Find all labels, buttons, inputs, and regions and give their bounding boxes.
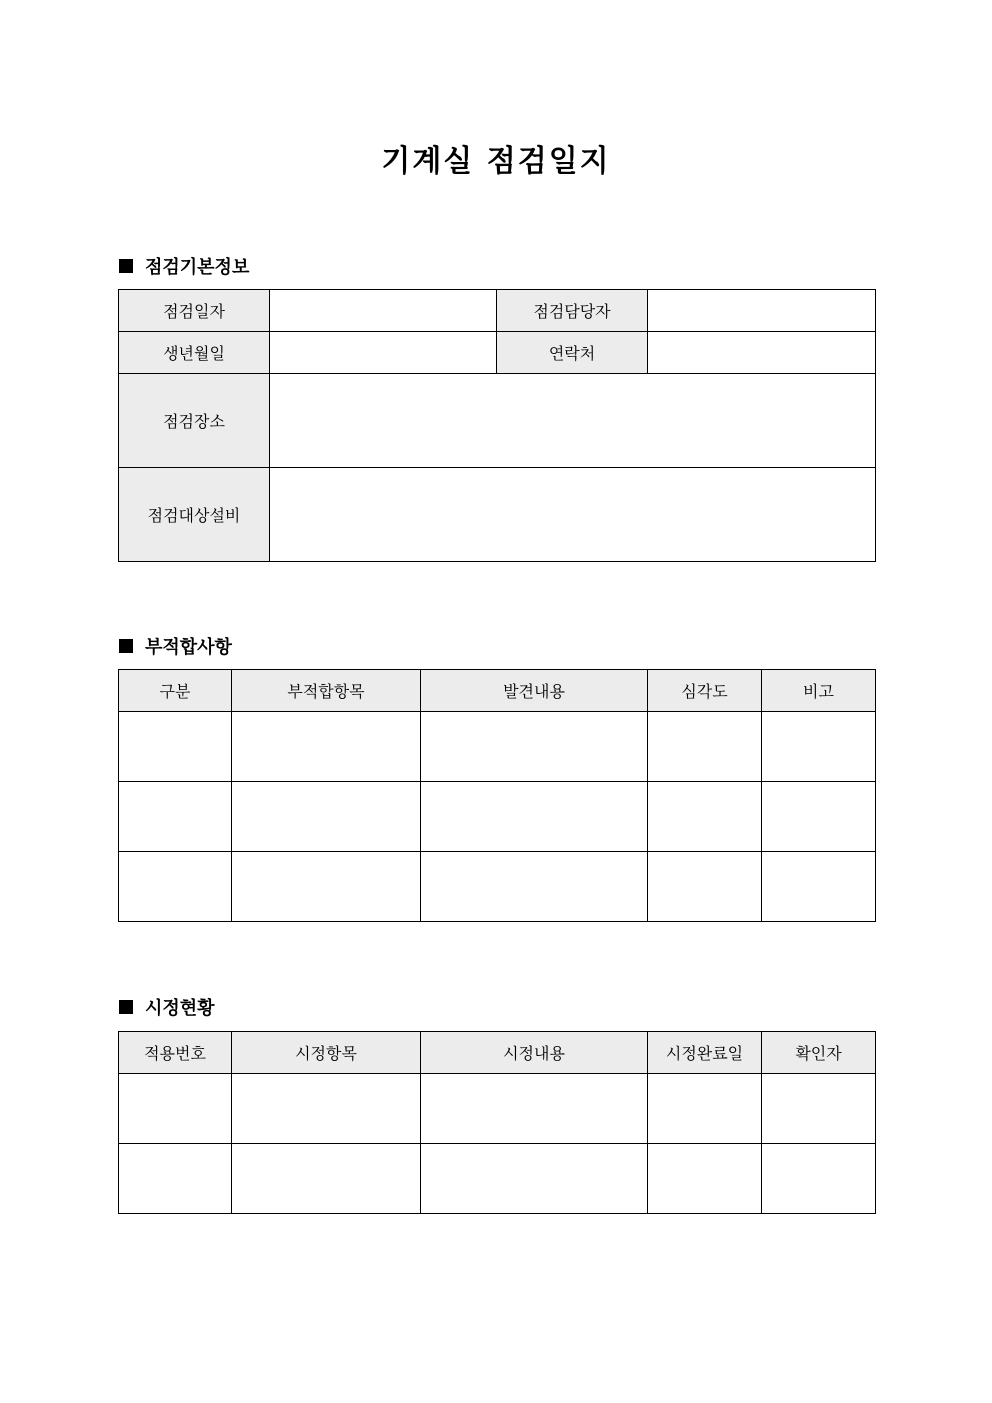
field-contact[interactable] xyxy=(648,332,876,374)
table-cell[interactable] xyxy=(762,712,876,782)
column-header: 발견내용 xyxy=(421,670,648,712)
table-cell[interactable] xyxy=(119,852,232,922)
table-row xyxy=(119,468,876,562)
field-inspection-date[interactable] xyxy=(270,290,497,332)
table-cell[interactable] xyxy=(232,1144,421,1214)
table-cell[interactable] xyxy=(421,1144,648,1214)
label-birth-date: 생년월일 xyxy=(119,332,270,374)
column-header: 비고 xyxy=(762,670,876,712)
table-row xyxy=(119,852,876,922)
table-cell[interactable] xyxy=(232,1074,421,1144)
table-cell[interactable] xyxy=(648,1074,762,1144)
table-cell[interactable] xyxy=(421,782,648,852)
table-cell[interactable] xyxy=(648,1144,762,1214)
field-inspector[interactable] xyxy=(648,290,876,332)
correction-table xyxy=(118,1031,876,1214)
label-target-equipment: 점검대상설비 xyxy=(119,468,270,562)
table-row xyxy=(119,782,876,852)
square-bullet-icon xyxy=(119,639,133,653)
table-cell[interactable] xyxy=(232,852,421,922)
table-row xyxy=(119,332,876,374)
column-header: 구분 xyxy=(119,670,232,712)
document-title: 기계실 점검일지 xyxy=(381,144,611,179)
table-cell[interactable] xyxy=(421,712,648,782)
field-birth-date[interactable] xyxy=(270,332,497,374)
table-cell[interactable] xyxy=(421,852,648,922)
field-location[interactable] xyxy=(270,374,876,468)
table-cell[interactable] xyxy=(119,782,232,852)
table-row xyxy=(119,374,876,468)
table-cell[interactable] xyxy=(762,1074,876,1144)
table-cell[interactable] xyxy=(648,852,762,922)
table-row xyxy=(119,1144,876,1214)
label-contact: 연락처 xyxy=(497,332,648,374)
table-cell[interactable] xyxy=(119,1144,232,1214)
table-cell[interactable] xyxy=(648,782,762,852)
nonconformity-table xyxy=(118,669,876,922)
section-heading-label: 부적합사항 xyxy=(145,637,232,658)
section-heading-basic-info xyxy=(119,253,249,279)
table-row xyxy=(119,290,876,332)
table-cell[interactable] xyxy=(119,712,232,782)
table-row xyxy=(119,712,876,782)
square-bullet-icon xyxy=(119,1000,133,1014)
column-header: 시정항목 xyxy=(232,1032,421,1074)
column-header: 시정내용 xyxy=(421,1032,648,1074)
label-inspector: 점검담당자 xyxy=(497,290,648,332)
column-header: 시정완료일 xyxy=(648,1032,762,1074)
column-header: 확인자 xyxy=(762,1032,876,1074)
basic-info-table xyxy=(118,289,876,562)
label-inspection-date: 점검일자 xyxy=(119,290,270,332)
field-target-equipment[interactable] xyxy=(270,468,876,562)
table-cell[interactable] xyxy=(648,712,762,782)
table-cell[interactable] xyxy=(762,782,876,852)
table-header-row xyxy=(119,1032,876,1074)
table-cell[interactable] xyxy=(232,782,421,852)
column-header: 적용번호 xyxy=(119,1032,232,1074)
table-row xyxy=(119,1074,876,1144)
section-heading-label: 점검기본정보 xyxy=(145,257,250,278)
table-header-row xyxy=(119,670,876,712)
square-bullet-icon xyxy=(119,259,133,273)
table-cell[interactable] xyxy=(762,852,876,922)
table-cell[interactable] xyxy=(119,1074,232,1144)
section-heading-label: 시정현황 xyxy=(145,998,215,1019)
section-heading-correction xyxy=(119,994,215,1020)
section-heading-nonconformity xyxy=(119,633,232,659)
table-cell[interactable] xyxy=(421,1074,648,1144)
label-location: 점검장소 xyxy=(119,374,270,468)
column-header: 부적합항목 xyxy=(232,670,421,712)
table-cell[interactable] xyxy=(762,1144,876,1214)
column-header: 심각도 xyxy=(648,670,762,712)
table-cell[interactable] xyxy=(232,712,421,782)
